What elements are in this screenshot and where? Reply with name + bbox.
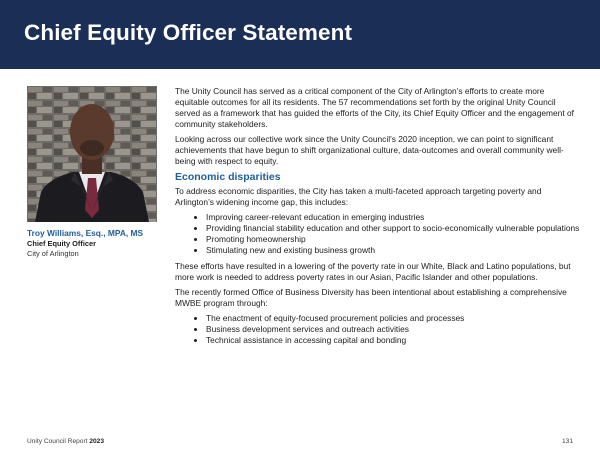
page-title: Chief Equity Officer Statement	[24, 20, 353, 45]
page-header	[0, 0, 600, 69]
list-item: • Technical assistance in accessing capital and bonding	[206, 335, 580, 346]
list-item: • Providing financial stability education and other support to socio-economically vulnerable populations	[206, 223, 580, 234]
profile-role: Chief Equity Officer	[27, 239, 96, 248]
bullet-list-initiatives	[175, 212, 580, 256]
paragraph-achievements: Looking across our collective work since the Unity Council’s 2020 inception, we can point to significant achievements that have begun to shift organizational culture, data-outcomes and overall community well-being with respect to equity.	[175, 134, 564, 166]
portrait-illustration	[27, 86, 157, 222]
profile-name: Troy Williams, Esq., MPA, MS	[27, 228, 144, 238]
footer-report-year: 2023	[89, 438, 104, 445]
paragraph-intro: The Unity Council has served as a critical component of the City of Arlington’s efforts to create more equitable outcomes for all its residents. The 57 recommendations set forth by the original Unity Council served as a framework that has guided the efforts of the City, its Chief Equity Officer and the engagement of community stakeholders.	[175, 86, 574, 129]
statement-body	[175, 86, 580, 351]
footer-report-label	[27, 438, 104, 445]
paragraph-business-diversity: The recently formed Office of Business Diversity has been intentional about establishing a comprehensive MWBE program through:	[175, 287, 567, 308]
list-item: • Business development services and outreach activities	[206, 324, 580, 335]
list-item: • Promoting homeownership	[206, 234, 580, 245]
list-item: • Improving career-relevant education in emerging industries	[206, 212, 580, 223]
section-heading: Economic disparities	[175, 171, 281, 183]
profile-caption	[27, 228, 167, 259]
profile-organization: City of Arlington	[27, 249, 79, 258]
portrait-photo	[27, 86, 157, 222]
footer-report-name: Unity Council Report	[27, 438, 88, 445]
paragraph-approach: To address economic disparities, the City has taken a multi-faceted approach targeting poverty and Arlington’s widening income gap, this includes:	[175, 186, 542, 207]
page-number: 131	[561, 438, 573, 445]
list-item: • The enactment of equity-focused procurement policies and processes	[206, 313, 580, 324]
paragraph-results: These efforts have resulted in a lowering of the poverty rate in our White, Black and Latino populations, but more work is needed to address poverty rates in our Asian, Pacific Islander and other populations.	[175, 261, 571, 282]
list-item: • Stimulating new and existing business growth	[206, 245, 580, 256]
bullet-list-mwbe	[175, 313, 580, 346]
